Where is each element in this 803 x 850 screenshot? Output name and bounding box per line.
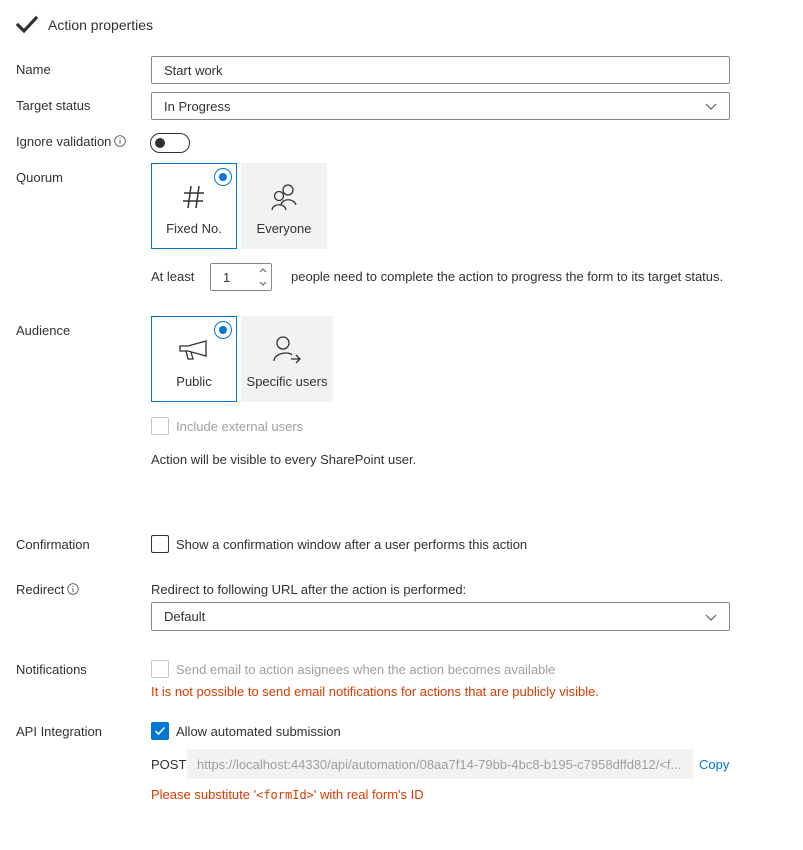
quorum-description: people need to complete the action to progress the form to its target status. [291,269,724,284]
quorum-option-label: Everyone [256,221,312,236]
name-value: Start work [164,62,223,78]
audience-option-label: Specific users [246,374,328,389]
notifications-text: Send email to action asignees when the action becomes available [176,662,556,677]
megaphone-icon [178,335,210,365]
redirect-label: Redirect [16,582,65,597]
notifications-error: It is not possible to send email notifications for actions that are publicly visible. [151,684,600,699]
api-warning-post: ' with real form's ID [313,787,424,802]
notifications-label: Notifications [16,662,87,677]
info-icon[interactable] [67,583,79,595]
allow-automated-label: Allow automated submission [176,724,341,739]
redirect-dropdown[interactable] [151,602,730,631]
chevron-down-icon [705,611,717,623]
api-url-value: https://localhost:44330/api/automation/08aa7f14-79bb-4bc8-b195-c7958dffd812/<f... [197,756,682,772]
copy-link[interactable]: Copy [699,757,730,772]
confirmation-text: Show a confirmation window after a user performs this action [176,537,528,552]
notifications-checkbox[interactable] [151,660,169,678]
audience-note: Action will be visible to every SharePoint user. [151,452,417,467]
api-integration-label: API Integration [16,724,102,739]
api-warning-code: <formId> [256,788,314,802]
api-warning-pre: Please substitute ' [151,787,257,802]
include-external-label: Include external users [176,419,304,434]
allow-automated-checkbox[interactable] [151,722,169,740]
quorum-label: Quorum [16,170,63,185]
http-method: POST [151,757,187,772]
section-header [16,12,153,38]
radio-selected-indicator [214,168,232,186]
ignore-validation-toggle[interactable] [150,133,190,153]
name-input[interactable] [151,56,730,84]
radio-selected-indicator [214,321,232,339]
name-label: Name [16,62,51,77]
audience-option-public[interactable] [151,316,237,402]
quorum-option-fixed[interactable] [151,163,237,249]
quorum-count-stepper[interactable] [210,263,272,291]
checkmark-icon [154,725,166,737]
chevron-down-icon [705,100,717,112]
redirect-label-row [16,582,79,597]
at-least-label: At least [151,269,195,284]
page-title: Action properties [48,17,154,33]
redirect-hint: Redirect to following URL after the action is performed: [151,582,467,597]
api-warning [151,787,424,802]
target-status-label: Target status [16,98,91,113]
audience-option-label: Public [176,374,212,389]
quorum-option-label: Fixed No. [166,221,222,236]
quorum-option-everyone[interactable] [241,163,327,249]
target-status-dropdown[interactable] [151,92,730,120]
target-status-value: In Progress [164,98,231,114]
confirmation-checkbox[interactable] [151,535,169,553]
ignore-validation-label-row [16,134,126,149]
include-external-checkbox[interactable] [151,417,169,435]
api-url-field[interactable] [187,749,693,779]
toggle-knob [155,138,165,148]
hash-icon [182,182,206,212]
ignore-validation-label: Ignore validation [16,134,112,149]
chevron-down-icon[interactable] [259,281,267,287]
audience-option-specific[interactable] [241,316,333,402]
user-arrow-icon [271,335,303,365]
checkmark-icon [16,14,38,36]
info-icon[interactable] [114,135,126,147]
audience-label: Audience [16,323,71,338]
redirect-value: Default [164,609,206,624]
chevron-up-icon[interactable] [259,267,267,273]
quorum-count-value: 1 [223,269,231,285]
confirmation-label: Confirmation [16,537,90,552]
people-icon [269,182,299,212]
